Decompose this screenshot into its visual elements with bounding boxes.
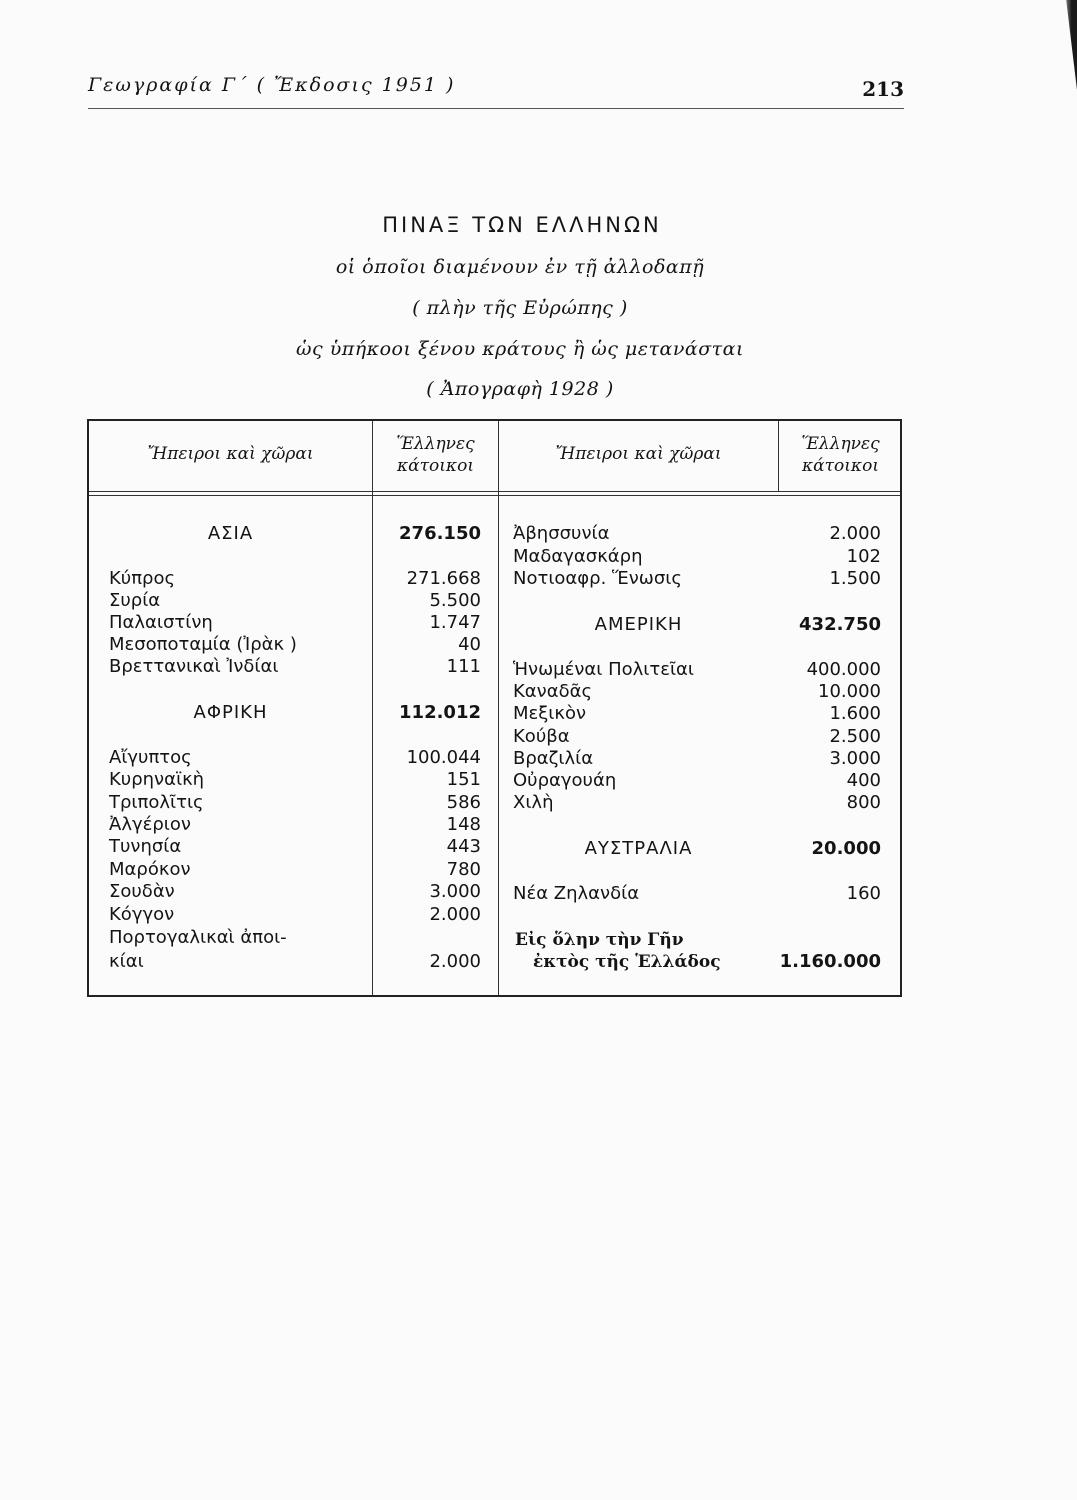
subtitle-line-3: ὡς ὑπήκοοι ξένου κράτους ἢ ὡς μετανάσται: [296, 338, 744, 360]
country-name: Εἰς ὅλην τὴν Γῆν: [515, 930, 684, 950]
population-value: 111: [446, 656, 481, 677]
population-value: 271.668: [406, 568, 481, 589]
subtitle-line-1: οἱ ὁποῖοι διαμένουν ἐν τῇ ἀλλοδαπῇ: [335, 256, 705, 278]
left-table-row: [89, 859, 902, 881]
grand-total: 1.160.000: [779, 951, 881, 972]
country-name: Μαρόκον: [109, 859, 191, 880]
right-table-row: [89, 770, 902, 792]
continent-name: ΑΥΣΤΡΑΛΙΑ: [584, 838, 693, 859]
population-value: 148: [446, 814, 481, 835]
right-table-row: [89, 546, 902, 568]
right-table-row: [89, 523, 902, 545]
right-table-row: [89, 792, 902, 814]
country-name: κίαι: [109, 951, 144, 972]
population-value: 443: [446, 836, 481, 857]
country-name: Βρεττανικαὶ Ἰνδίαι: [109, 656, 279, 677]
right-table-row: [89, 703, 902, 725]
population-table: [87, 419, 902, 997]
page-edge-shadow: [1059, 0, 1077, 90]
country-name: Ἀλγέριον: [109, 814, 191, 835]
subtitle-line-2: ( πλὴν τῆς Εὐρώπης ): [412, 297, 628, 319]
country-name: Παλαιστίνη: [109, 612, 213, 633]
country-name: Μεσοποταμία (Ἰρὰκ ): [109, 634, 297, 655]
header-col-greeks-right-1: Ἕλληνες: [801, 434, 880, 454]
country-name: Αἴγυπτος: [109, 747, 192, 768]
population-value: 400: [846, 770, 881, 791]
country-name: Συρία: [109, 590, 161, 611]
continent-name: ΑΦΡΙΚΗ: [193, 702, 268, 723]
left-table-row: [89, 634, 902, 656]
left-table-row: [89, 590, 902, 612]
population-value: 1.600: [829, 703, 881, 724]
country-name: Ἡνωμέναι Πολιτεῖαι: [513, 659, 694, 680]
right-table-row: [89, 568, 902, 590]
right-table-row: [89, 929, 902, 951]
country-name: Κυρηναϊκὴ: [109, 769, 205, 790]
header-rule: [89, 491, 900, 492]
population-value: 5.500: [429, 590, 481, 611]
country-name: Οὐραγουάη: [513, 770, 617, 791]
country-name: Χιλὴ: [513, 792, 554, 813]
header-col-regions-left: Ἤπειροι καὶ χῶραι: [147, 444, 314, 464]
header-col-greeks-right-2: κάτοικοι: [802, 456, 879, 476]
population-value: 160: [846, 883, 881, 904]
population-value: 3.000: [429, 881, 481, 902]
country-name: Κύπρος: [109, 568, 176, 589]
header-col-greeks-left-2: κάτοικοι: [397, 456, 474, 476]
population-value: 10.000: [818, 681, 881, 702]
population-value: 400.000: [806, 659, 881, 680]
population-value: 2.500: [829, 726, 881, 747]
continent-name: ΑΜΕΡΙΚΗ: [594, 614, 683, 635]
right-table-row: [89, 726, 902, 748]
country-name: Πορτογαλικαὶ ἀποι-: [109, 927, 287, 948]
right-table-row: [89, 614, 902, 636]
running-head-title: Γεωγραφία Γ΄ ( Ἔκδοσις 1951 ): [88, 74, 456, 96]
continent-total: 112.012: [399, 702, 481, 723]
table-title: ΠΙΝΑΞ ΤΩΝ ΕΛΛΗΝΩΝ: [382, 213, 662, 237]
right-table-row: [89, 838, 902, 860]
population-value: 102: [846, 546, 881, 567]
country-name: Σουδὰν: [109, 881, 175, 902]
right-table-row: [89, 659, 902, 681]
country-name: Κόγγον: [109, 904, 175, 925]
population-value: 1.747: [429, 612, 481, 633]
right-table-row: [89, 681, 902, 703]
country-name: Μεξικὸν: [513, 703, 587, 724]
country-name: Κούβα: [513, 726, 570, 747]
left-table-row: [89, 814, 902, 836]
country-name: ἐκτὸς τῆς Ἑλλάδος: [533, 952, 721, 972]
population-value: 800: [846, 792, 881, 813]
population-value: 100.044: [406, 747, 481, 768]
population-value: 40: [458, 634, 481, 655]
page-number: 213: [862, 77, 904, 101]
country-name: Βραζιλία: [513, 748, 594, 769]
country-name: Καναδᾶς: [513, 681, 593, 702]
continent-total: 20.000: [811, 838, 881, 859]
population-value: 2.000: [429, 951, 481, 972]
country-name: Ἀβησσυνία: [513, 523, 610, 544]
header-rule-double: [89, 495, 900, 496]
subtitle-line-4: ( Ἀπογραφὴ 1928 ): [426, 378, 614, 400]
population-value: 1.500: [829, 568, 881, 589]
right-table-row: [89, 748, 902, 770]
continent-total: 276.150: [399, 523, 481, 544]
population-value: 586: [446, 792, 481, 813]
right-table-row: [89, 883, 902, 905]
population-value: 2.000: [829, 523, 881, 544]
continent-name: ΑΣΙΑ: [207, 523, 254, 544]
left-table-row: [89, 904, 902, 926]
header-col-regions-right: Ἤπειροι καὶ χῶραι: [555, 444, 722, 464]
population-value: 151: [446, 769, 481, 790]
country-name: Νέα Ζηλανδία: [513, 883, 640, 904]
running-head: [88, 74, 904, 109]
population-value: 780: [446, 859, 481, 880]
population-value: 2.000: [429, 904, 481, 925]
right-table-row: [89, 951, 902, 973]
continent-total: 432.750: [799, 614, 881, 635]
country-name: Τριπολῖτις: [109, 792, 204, 813]
header-col-greeks-left-1: Ἕλληνες: [396, 434, 475, 454]
country-name: Νοτιοαφρ. Ἕνωσις: [513, 568, 682, 589]
country-name: Τυνησία: [109, 836, 182, 857]
country-name: Μαδαγασκάρη: [513, 546, 643, 567]
population-value: 3.000: [829, 748, 881, 769]
